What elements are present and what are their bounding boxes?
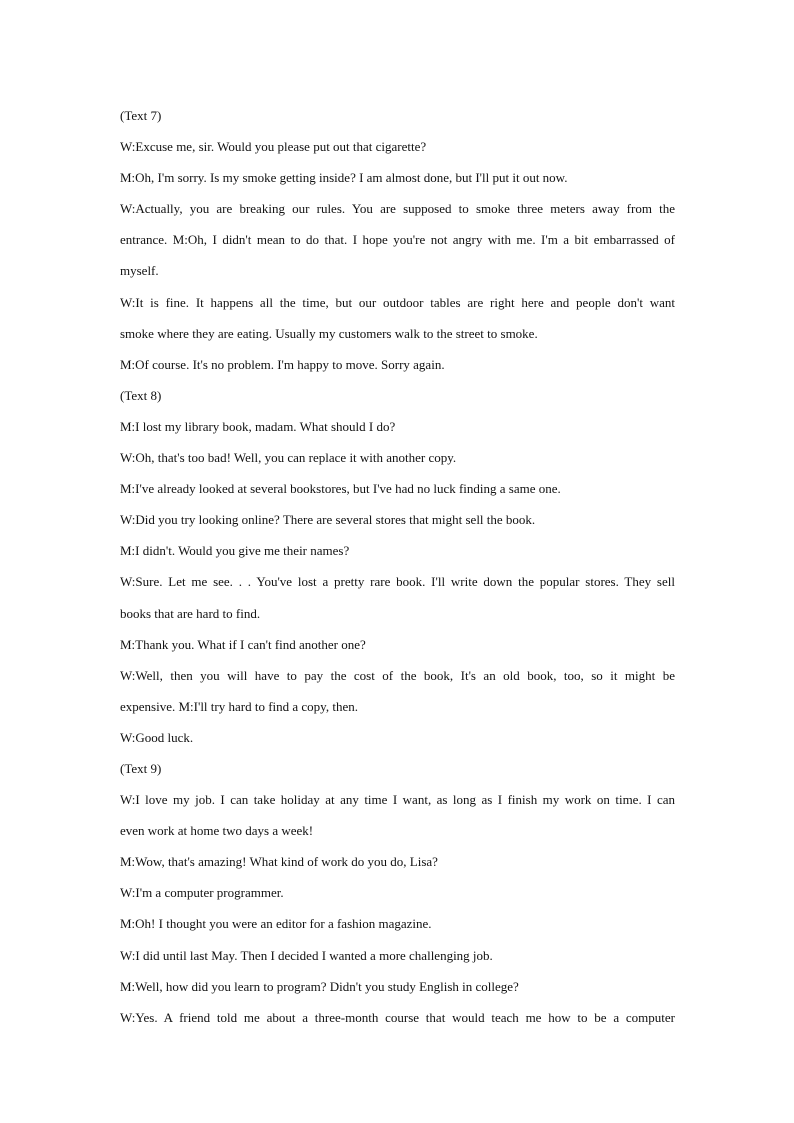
text-line: W:Sure. Let me see. . . You've lost a pretty rare book. I'll write down the popular stores. They sell [120, 574, 675, 590]
text-line: M:I lost my library book, madam. What should I do? [120, 418, 396, 434]
text-line: M:Of course. It's no problem. I'm happy to move. Sorry again. [120, 356, 445, 372]
text-line: W:Oh, that's too bad! Well, you can replace it with another copy. [120, 450, 457, 466]
text-line: W:I love my job. I can take holiday at any time I want, as long as I finish my work on time. I can [120, 792, 675, 808]
document-page [120, 100, 675, 1033]
text-line: (Text 7) [120, 108, 162, 123]
text-line: W:Good luck. [120, 729, 194, 745]
text-line: myself. [120, 263, 159, 279]
text-line: W:Well, then you will have to pay the cost of the book, It's an old book, too, so it might be [120, 667, 675, 683]
text-line: M:I've already looked at several bookstores, but I've had no luck finding a same one. [120, 481, 561, 497]
text-line: smoke where they are eating. Usually my customers walk to the street to smoke. [120, 325, 538, 341]
text-line: expensive. M:I'll try hard to find a copy, then. [120, 698, 358, 714]
text-line: W:Yes. A friend told me about a three-month course that would teach me how to be a computer [120, 1009, 675, 1025]
text-line: books that are hard to find. [120, 605, 261, 621]
text-line: M:Oh! I thought you were an editor for a fashion magazine. [120, 916, 432, 932]
text-line: W:I'm a computer programmer. [120, 885, 284, 901]
text-line: (Text 9) [120, 760, 162, 776]
text-line: (Text 8) [120, 387, 162, 403]
text-line: M:Oh, I'm sorry. Is my smoke getting inside? I am almost done, but I'll put it out now. [120, 170, 568, 186]
text-line: W:Did you try looking online? There are several stores that might sell the book. [120, 512, 536, 528]
text-line: W:Excuse me, sir. Would you please put out that cigarette? [120, 139, 427, 155]
text-line: M:Well, how did you learn to program? Didn't you study English in college? [120, 978, 519, 994]
text-line: M:Wow, that's amazing! What kind of work do you do, Lisa? [120, 854, 438, 870]
text-line: W:Actually, you are breaking our rules. You are supposed to smoke three meters away from the [120, 201, 675, 217]
text-line: entrance. M:Oh, I didn't mean to do that. I hope you're not angry with me. I'm a bit embarrassed of [120, 232, 675, 248]
text-line: W:I did until last May. Then I decided I wanted a more challenging job. [120, 947, 493, 963]
text-line: W:It is fine. It happens all the time, but our outdoor tables are right here and people don't want [120, 294, 675, 310]
text-line: M:I didn't. Would you give me their names? [120, 543, 350, 559]
text-line: M:Thank you. What if I can't find another one? [120, 636, 366, 652]
text-line: even work at home two days a week! [120, 823, 314, 839]
